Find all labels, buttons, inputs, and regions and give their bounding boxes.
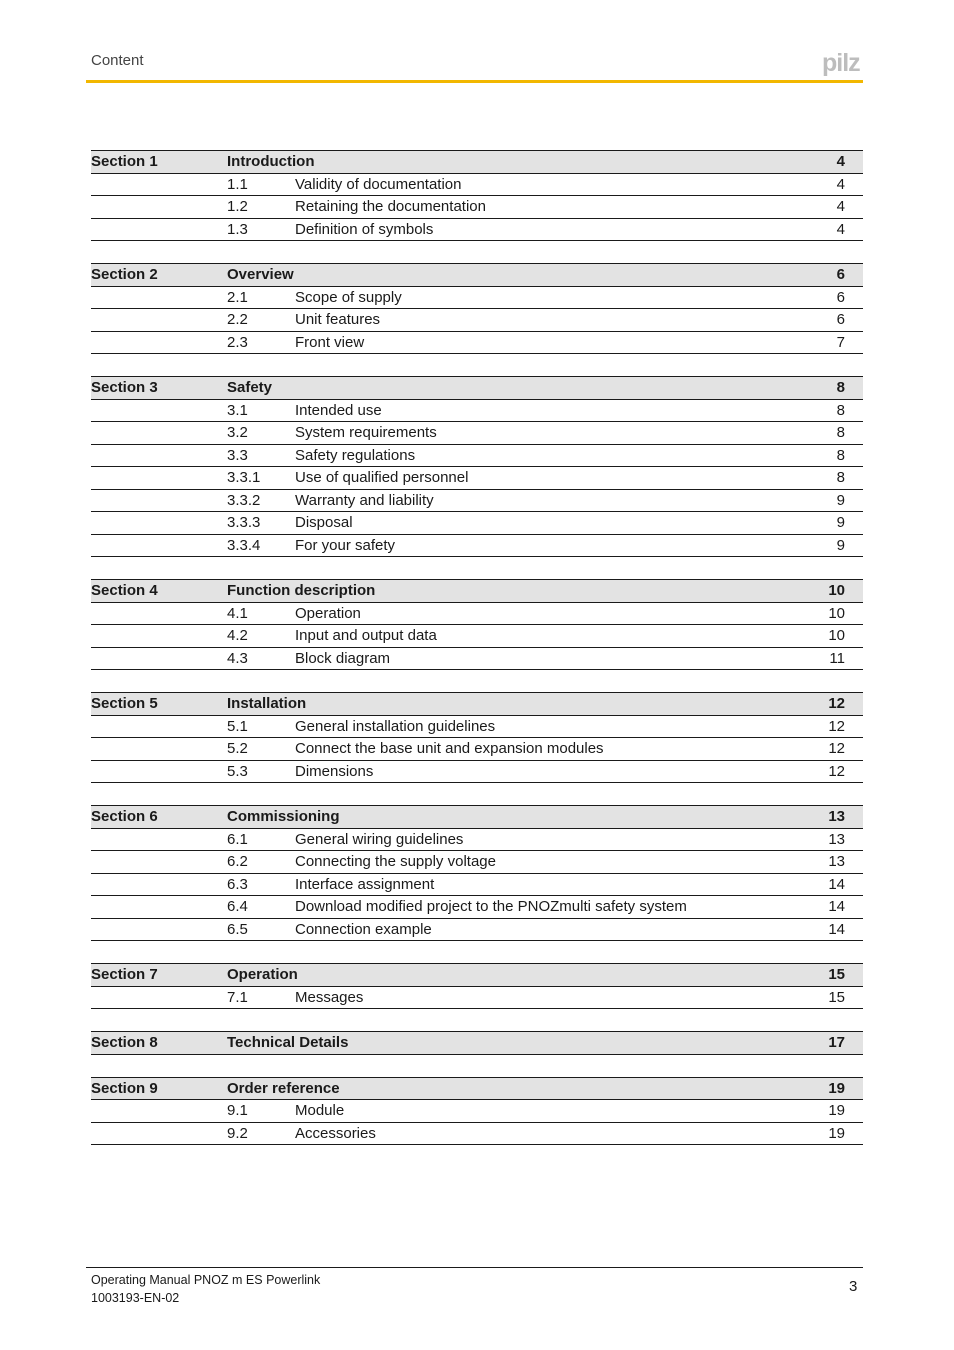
- section-title: Installation: [227, 695, 307, 712]
- toc-entry[interactable]: [91, 1123, 863, 1146]
- toc-entry[interactable]: [91, 829, 863, 852]
- page-header-label: Content: [91, 52, 144, 69]
- entry-title: Messages: [295, 988, 364, 1006]
- toc-entry[interactable]: [91, 535, 863, 558]
- section-label: Section 9: [91, 1079, 158, 1097]
- entry-page-number: 4: [836, 220, 845, 238]
- entry-page-number: 14: [828, 898, 845, 915]
- section-title: Technical Details: [227, 1034, 349, 1051]
- entry-number: 3.1: [227, 401, 248, 419]
- entry-page-number: 13: [828, 853, 845, 870]
- toc-section: [91, 963, 863, 1009]
- pilz-logo-text: pilz: [822, 50, 860, 76]
- entry-page-number: 19: [828, 1102, 845, 1119]
- toc-section: [91, 150, 863, 241]
- section-page-number: 15: [828, 966, 845, 983]
- toc-entry[interactable]: [91, 400, 863, 423]
- toc-section: [91, 805, 863, 941]
- entry-number: 6.3: [227, 875, 248, 893]
- section-title: Function description: [227, 582, 376, 599]
- entry-page-number: 12: [828, 740, 845, 757]
- section-title: Safety: [227, 379, 273, 396]
- toc-section: [91, 1077, 863, 1146]
- entry-number: 6.4: [227, 898, 248, 915]
- toc-entry[interactable]: [91, 490, 863, 513]
- toc-entry[interactable]: [91, 987, 863, 1010]
- entry-number: 1.3: [227, 220, 248, 238]
- entry-number: 3.3.3: [227, 514, 261, 531]
- toc-entry[interactable]: [91, 648, 863, 671]
- toc-entry[interactable]: [91, 761, 863, 784]
- toc-entry[interactable]: [91, 445, 863, 468]
- toc-entry[interactable]: [91, 309, 863, 332]
- toc-entry[interactable]: [91, 738, 863, 761]
- entry-number: 5.2: [227, 740, 248, 757]
- entry-title: Interface assignment: [295, 875, 435, 893]
- entry-title: General wiring guidelines: [295, 830, 464, 848]
- entry-number: 3.3.2: [227, 491, 261, 509]
- toc-entry[interactable]: [91, 603, 863, 626]
- toc-section-heading[interactable]: [91, 805, 863, 829]
- entry-page-number: 4: [836, 198, 845, 215]
- entry-number: 6.5: [227, 920, 248, 938]
- section-page-number: 13: [828, 808, 845, 825]
- entry-title: Input and output data: [295, 627, 437, 644]
- entry-title: Unit features: [295, 311, 381, 328]
- section-label: Section 3: [91, 379, 158, 396]
- entry-number: 2.2: [227, 311, 248, 328]
- entry-title: Warranty and liability: [295, 491, 434, 509]
- entry-page-number: 12: [828, 717, 845, 735]
- entry-page-number: 14: [828, 875, 845, 893]
- section-title: Operation: [227, 966, 298, 983]
- entry-number: 7.1: [227, 988, 248, 1006]
- entry-page-number: 8: [836, 446, 845, 464]
- toc-section: [91, 692, 863, 783]
- toc-entry[interactable]: [91, 512, 863, 535]
- toc-section: [91, 579, 863, 670]
- entry-title: Retaining the documentation: [295, 198, 486, 215]
- toc-entry[interactable]: [91, 174, 863, 197]
- toc-entry[interactable]: [91, 219, 863, 242]
- entry-number: 1.1: [227, 175, 248, 193]
- toc-section-heading[interactable]: [91, 150, 863, 174]
- entry-title: Operation: [295, 604, 361, 622]
- entry-page-number: 19: [828, 1124, 845, 1142]
- entry-number: 3.3: [227, 446, 248, 464]
- entry-number: 5.3: [227, 762, 248, 780]
- entry-title: Block diagram: [295, 649, 391, 667]
- toc-entry[interactable]: [91, 716, 863, 739]
- entry-page-number: 13: [828, 830, 845, 848]
- entry-number: 5.1: [227, 717, 248, 735]
- entry-title: For your safety: [295, 536, 396, 554]
- toc-entry[interactable]: [91, 851, 863, 874]
- section-label: Section 2: [91, 266, 158, 283]
- entry-title: Safety regulations: [295, 446, 416, 464]
- entry-number: 9.2: [227, 1124, 248, 1142]
- section-label: Section 8: [91, 1034, 158, 1051]
- entry-page-number: 8: [836, 469, 845, 486]
- toc-entry[interactable]: [91, 422, 863, 445]
- entry-number: 3.3.1: [227, 469, 261, 486]
- section-label: Section 5: [91, 695, 158, 712]
- toc-section: [91, 1031, 863, 1055]
- toc-section: [91, 263, 863, 354]
- entry-title: Dimensions: [295, 762, 374, 780]
- entry-title: Download modified project to the PNOZmulti safety system: [295, 898, 687, 915]
- entry-number: 6.2: [227, 853, 248, 870]
- entry-title: Module: [295, 1102, 345, 1119]
- entry-title: Disposal: [295, 514, 353, 531]
- section-page-number: 19: [828, 1079, 845, 1097]
- toc-entry[interactable]: [91, 625, 863, 648]
- entry-title: Definition of symbols: [295, 220, 434, 238]
- section-label: Section 4: [91, 582, 158, 599]
- toc-section-heading[interactable]: [91, 1077, 863, 1101]
- header-accent-rule: [86, 80, 863, 83]
- entry-title: Connect the base unit and expansion modules: [295, 740, 604, 757]
- footer-doc-number: 1003193-EN-02: [91, 1291, 180, 1305]
- section-page-number: 4: [836, 153, 845, 170]
- toc-entry[interactable]: [91, 874, 863, 897]
- section-label: Section 1: [91, 153, 158, 170]
- entry-title: Use of qualified personnel: [295, 469, 469, 486]
- entry-title: Accessories: [295, 1124, 376, 1142]
- section-label: Section 7: [91, 966, 158, 983]
- entry-title: General installation guidelines: [295, 717, 496, 735]
- entry-number: 9.1: [227, 1102, 248, 1119]
- toc-section-heading[interactable]: [91, 1031, 863, 1055]
- entry-page-number: 9: [836, 491, 845, 509]
- entry-page-number: 8: [836, 401, 845, 419]
- entry-number: 2.3: [227, 333, 248, 351]
- entry-number: 6.1: [227, 830, 248, 848]
- entry-title: Intended use: [295, 401, 382, 419]
- entry-page-number: 4: [836, 175, 845, 193]
- entry-page-number: 6: [836, 288, 845, 306]
- entry-number: 4.3: [227, 649, 248, 667]
- entry-number: 3.2: [227, 424, 248, 441]
- pilz-logo: [822, 50, 864, 76]
- entry-title: Validity of documentation: [295, 175, 462, 193]
- entry-page-number: 10: [828, 627, 845, 644]
- entry-title: Scope of supply: [295, 288, 402, 306]
- entry-number: 4.2: [227, 627, 248, 644]
- entry-title: System requirements: [295, 424, 437, 441]
- toc-entry[interactable]: [91, 332, 863, 355]
- entry-page-number: 14: [828, 920, 845, 938]
- entry-number: 2.1: [227, 288, 248, 306]
- entry-page-number: 9: [836, 536, 845, 554]
- entry-title: Connection example: [295, 920, 432, 938]
- entry-title: Connecting the supply voltage: [295, 853, 496, 870]
- entry-page-number: 12: [828, 762, 845, 780]
- section-title: Introduction: [227, 153, 315, 170]
- entry-page-number: 15: [828, 988, 845, 1006]
- section-page-number: 17: [828, 1034, 845, 1051]
- section-page-number: 12: [828, 695, 845, 712]
- entry-page-number: 8: [836, 424, 845, 441]
- section-page-number: 8: [836, 379, 845, 396]
- section-page-number: 6: [836, 266, 845, 283]
- toc-entry[interactable]: [91, 896, 863, 919]
- section-title: Order reference: [227, 1079, 340, 1097]
- section-page-number: 10: [828, 582, 845, 599]
- toc-section-heading[interactable]: [91, 692, 863, 716]
- toc-section-heading[interactable]: [91, 963, 863, 987]
- toc-section-heading[interactable]: [91, 376, 863, 400]
- entry-page-number: 9: [836, 514, 845, 531]
- section-title: Commissioning: [227, 808, 340, 825]
- table-of-contents: [91, 150, 863, 1167]
- entry-page-number: 6: [836, 311, 845, 328]
- toc-entry[interactable]: [91, 467, 863, 490]
- toc-section-heading[interactable]: [91, 579, 863, 603]
- footer-manual-title: Operating Manual PNOZ m ES Powerlink: [91, 1273, 321, 1287]
- entry-page-number: 11: [829, 649, 845, 667]
- entry-number: 3.3.4: [227, 536, 261, 554]
- toc-entry[interactable]: [91, 196, 863, 219]
- entry-title: Front view: [295, 333, 365, 351]
- section-label: Section 6: [91, 808, 158, 825]
- entry-page-number: 10: [828, 604, 845, 622]
- toc-section: [91, 376, 863, 557]
- page-number: 3: [849, 1278, 858, 1295]
- entry-number: 1.2: [227, 198, 248, 215]
- toc-section-heading[interactable]: [91, 263, 863, 287]
- toc-entry[interactable]: [91, 287, 863, 310]
- section-title: Overview: [227, 266, 294, 283]
- toc-entry[interactable]: [91, 919, 863, 942]
- footer-rule: [86, 1267, 863, 1268]
- entry-number: 4.1: [227, 604, 248, 622]
- toc-entry[interactable]: [91, 1100, 863, 1123]
- entry-page-number: 7: [836, 333, 845, 351]
